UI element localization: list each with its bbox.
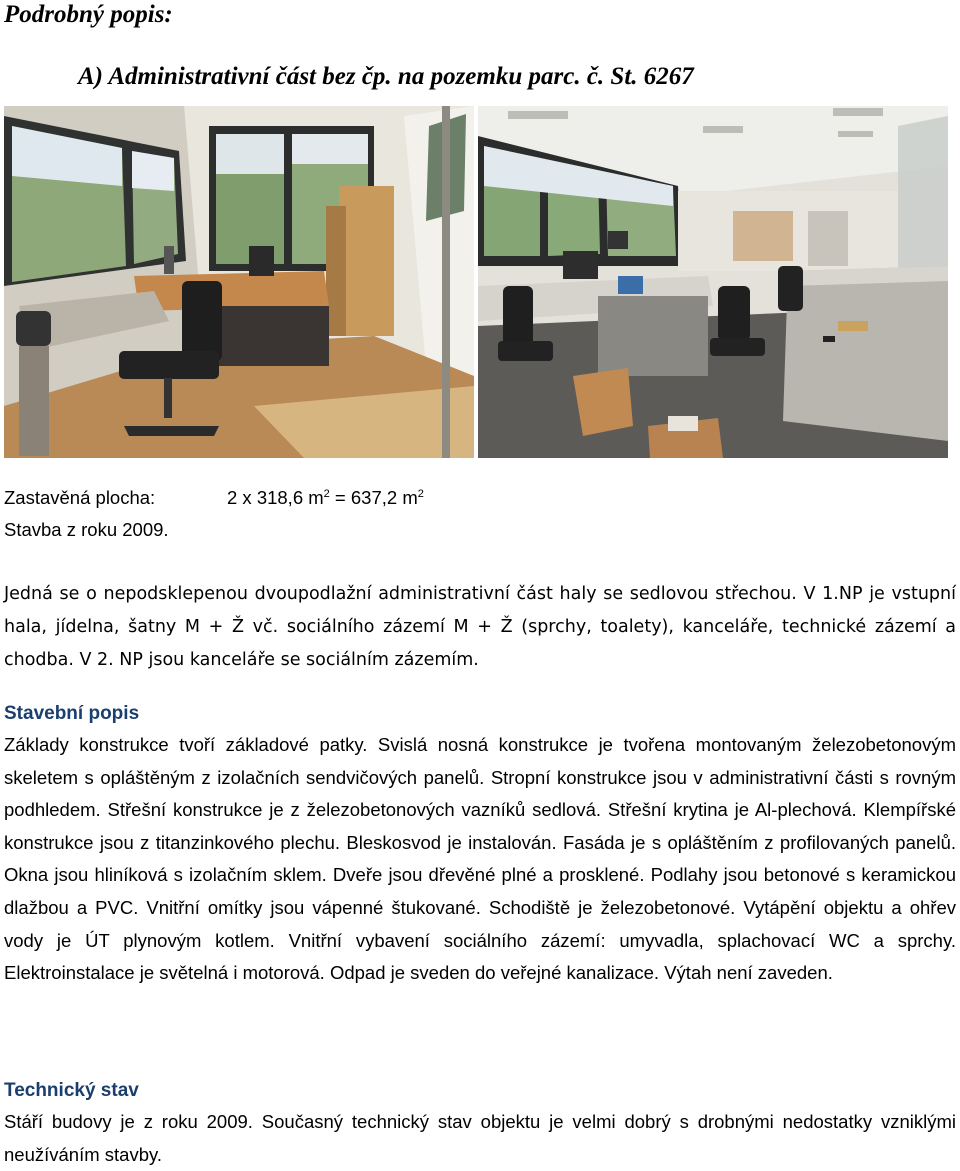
built-area-label: Zastavěná plocha: [4, 487, 156, 508]
construction-paragraph: Základy konstrukce tvoří základové patky. Svislá nosná konstrukce je tvořena montovaným železobetonovým skeletem s opláštěným z izolačních sendvičových panelů. Stropní konstrukce jsou v administrativní části s rovným podhledem. Střešní konstrukce je z železobetonových vazníků sedlová. Střešní krytina je Al-plechová. Klempířské konstrukce jsou z titanzinkového plechu. Bleskosvod je instalován. Fasáda je s opláštěním z profilovaných panelů. Okna jsou hliníková s izolačním sklem. Dveře jsou dřevěné plné a prosklené. Podlahy jsou betonové s keramickou dlažbou a PVC. Vnitřní omítky jsou vápenné štukované. Schodiště je železobetonové. Vytápění objektu a ohřev vody je ÚT plynovým kotlem. Vnitřní vybavení sociálního zázemí: umyvadla, splachovací WC a sprchy. Elektroinstalace je světelná i motorová. Odpad je sveden do veřejné kanalizace. Výtah není zaveden. [4, 734, 956, 984]
construction-year: Stavba z roku 2009. [4, 519, 169, 540]
unit-superscript: 2 [323, 487, 330, 500]
built-area-mid: = 637,2 m [329, 487, 418, 508]
construction-heading: Stavební popis [4, 703, 140, 724]
technical-paragraph: Stáří budovy je z roku 2009. Současný technický stav objektu je velmi dobrý s drobnými nedostatky vzniklými neužíváním stavby. [4, 1111, 956, 1165]
office-photo-right [478, 106, 948, 458]
office-photo-left [4, 106, 474, 458]
document-heading: Podrobný popis: [4, 1, 173, 28]
section-title: A) Administrativní část bez čp. na pozemku parc. č. St. 6267 [78, 63, 694, 90]
intro-paragraph: Jedná se o nepodsklepenou dvoupodlažní administrativní část haly se sedlovou střechou. V 1.NP je vstupní hala, jídelna, šatny M + Ž vč. sociálního zázemí M + Ž (sprchy, toalety), kanceláře, technické zázemí a chodba. V 2. NP jsou kanceláře se sociálním zázemím. [4, 584, 956, 670]
built-area-value [227, 486, 424, 510]
technical-heading: Technický stav [4, 1080, 139, 1101]
unit-superscript: 2 [417, 487, 424, 500]
built-area-prefix: 2 x 318,6 m [227, 487, 324, 508]
